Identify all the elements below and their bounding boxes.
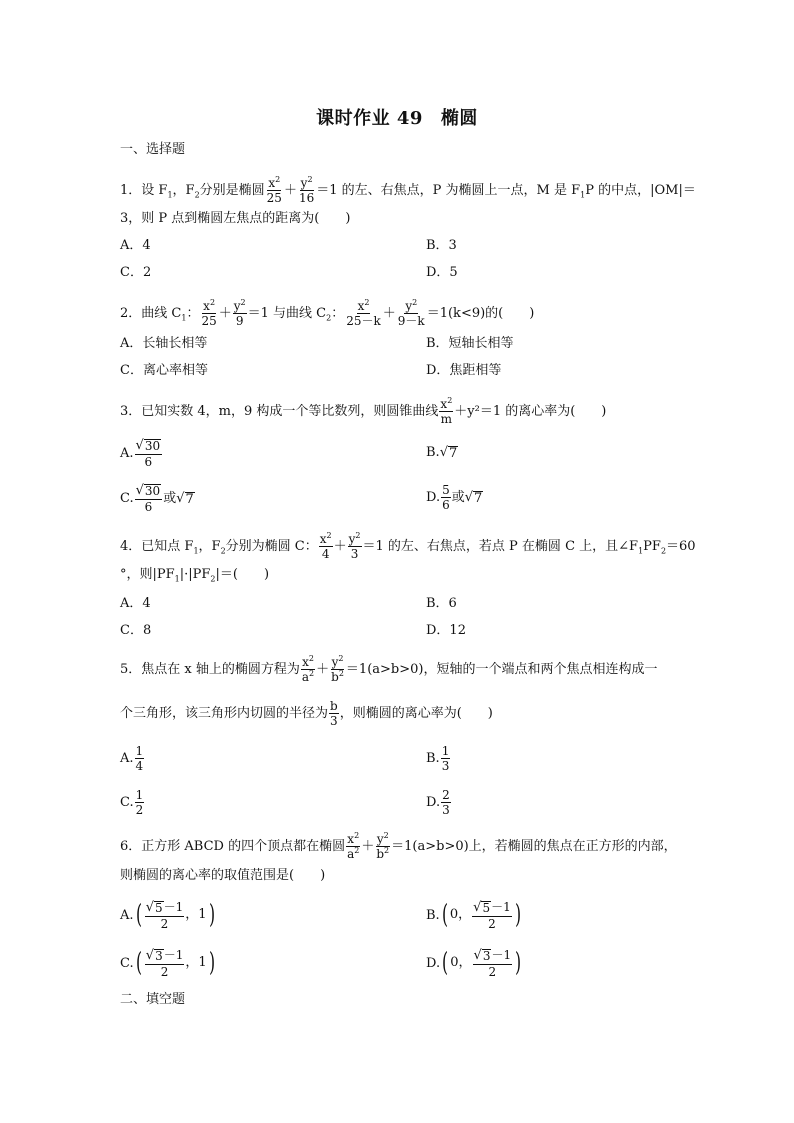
q6-option-c[interactable]: C. ( √ 3 －1 2 ， 1 ) xyxy=(120,948,215,979)
q1-option-d[interactable]: D．5 xyxy=(426,265,458,280)
q2-option-c[interactable]: C．离心率相等 xyxy=(120,363,208,378)
q5-option-c[interactable]: C. $\frac{1}{2}$ xyxy=(120,788,144,817)
fraction: $\frac{2}{3}$ xyxy=(442,788,450,817)
fraction: $\frac{x^2}{a^2}$ xyxy=(301,654,315,684)
q4-option-a[interactable]: A．4 xyxy=(120,596,151,611)
fraction: $\frac{y^2}{9}$ xyxy=(233,298,246,328)
q4-option-c[interactable]: C．8 xyxy=(120,623,152,638)
fraction: $\frac{1}{2}$ xyxy=(135,788,144,817)
q5-option-d[interactable]: D. $\frac{2}{3}$ xyxy=(426,788,450,817)
fraction: $\frac{x^2}{4}$ xyxy=(319,531,332,561)
fraction: $\frac{y^2}{9-k}$ xyxy=(397,298,425,328)
q2-option-a[interactable]: A．长轴长相等 xyxy=(120,336,208,351)
section-heading-fill: 二、填空题 xyxy=(120,992,186,1007)
q3-option-b[interactable]: B. √ 7 xyxy=(426,445,458,461)
fraction: $\frac{b}{3}$ xyxy=(330,699,338,728)
fraction: $\frac{1}{3}$ xyxy=(441,744,450,773)
q6-option-b[interactable]: B. ( 0 ， √ 5 －1 2 ) xyxy=(426,900,521,931)
fraction: $\frac{x^2}{m}$ xyxy=(440,396,453,426)
fraction: $\frac{y^2}{16}$ xyxy=(298,175,315,205)
question-6-line-2: 则椭圆的离心率的取值范围是( ) xyxy=(120,868,326,883)
q2-option-d[interactable]: D．焦距相等 xyxy=(426,363,502,378)
fraction: √ 5 －1 2 xyxy=(145,900,184,931)
question-3-line-1: 3．已知实数 4，m，9 构成一个等比数列，则圆锥曲线 $\frac{x^2}{m}$ ＋y²＝1 的离心率为( ) xyxy=(120,396,607,426)
fraction: $\frac{y^2}{3}$ xyxy=(348,531,361,561)
q1-option-c[interactable]: C．2 xyxy=(120,265,152,280)
q6-option-d[interactable]: D. ( 0 ， √ 3 －1 2 ) xyxy=(426,948,522,979)
fraction: √ 3 －1 2 xyxy=(473,948,512,979)
q6-option-a[interactable]: A. ( √ 5 －1 2 ， 1 ) xyxy=(120,900,215,931)
question-1-line-2: 3，则 P 点到椭圆左焦点的距离为( ) xyxy=(120,211,351,226)
question-6-line-1: 6．正方形 ABCD 的四个顶点都在椭圆 $\frac{x^2}{a^2}$ ＋ $\frac{y^2}{b^2}$ ＝1(a>b>0)上，若椭圆的焦点在正方形的内部， xyxy=(120,831,677,861)
q3-option-c[interactable]: C. √ 30 6 或 √ 7 xyxy=(120,483,194,514)
fraction: $\frac{x^2}{25}$ xyxy=(201,298,217,328)
question-1-line-1: 1．设 $F_1$，$F_2$分别是椭圆 $\frac{x^2}{25}$ ＋ $\frac{y^2}{16}$ ＝1 的左、右焦点，P 为椭圆上一点，M 是 $F_1P$ 的中点，|OM|＝ xyxy=(120,175,696,205)
question-5-line-1: 5．焦点在 x 轴上的椭圆方程为 $\frac{x^2}{a^2}$ ＋ $\frac{y^2}{b^2}$ ＝1(a>b>0)，短轴的一个端点和两个焦点相连构成一 xyxy=(120,654,658,684)
q4-option-d[interactable]: D．12 xyxy=(426,623,466,638)
fraction: √ 30 6 xyxy=(135,438,161,469)
fraction: $\frac{y^2}{b^2}$ xyxy=(331,654,344,684)
fraction: √ 5 －1 2 xyxy=(473,900,511,931)
section-heading-choice: 一、选择题 xyxy=(120,142,186,157)
q3-option-a[interactable]: A. √ 30 6 xyxy=(120,438,161,469)
q5-option-a[interactable]: A. $\frac{1}{4}$ xyxy=(120,744,144,773)
fraction: $\frac{y^2}{b^2}$ xyxy=(376,831,390,861)
q2-option-b[interactable]: B．短轴长相等 xyxy=(426,336,514,351)
question-5-line-2: 个三角形，该三角形内切圆的半径为 $\frac{b}{3}$ ，则椭圆的离心率为( ) xyxy=(120,699,493,728)
fraction: $\frac{1}{4}$ xyxy=(135,744,144,773)
question-4-line-2: °，则$|PF_1|\cdot|PF_2|=$( ) xyxy=(120,567,270,584)
fraction: √ 3 －1 2 xyxy=(145,948,184,979)
question-4-line-1: 4．已知点 $F_1$，$F_2$分别为椭圆 C： $\frac{x^2}{4}$ ＋ $\frac{y^2}{3}$ ＝1 的左、右焦点，若点 P 在椭圆 C 上，且$\angle F_1PF_2=60$ xyxy=(120,531,696,561)
page-title: 课时作业 49 椭圆 xyxy=(316,108,478,129)
fraction: $\frac{x^2}{25-k}$ xyxy=(346,298,381,328)
fraction: $\frac{x^2}{25}$ xyxy=(266,175,282,205)
q1-option-b[interactable]: B．3 xyxy=(426,238,457,253)
fraction: $\frac{x^2}{a^2}$ xyxy=(347,831,360,861)
q4-option-b[interactable]: B．6 xyxy=(426,596,457,611)
question-2-line-1: 2．曲线 $C_1$： $\frac{x^2}{25}$ ＋ $\frac{y^2}{9}$ ＝1 与曲线 $C_2$： $\frac{x^2}{25-k}$ ＋ $\frac{y^2}{9-k}$ ＝1(k<9)的( ) xyxy=(120,298,535,328)
q3-option-d[interactable]: D. $\frac{5}{6}$ 或 √ 7 xyxy=(426,483,483,512)
fraction: √ 30 6 xyxy=(135,483,161,514)
fraction: $\frac{5}{6}$ xyxy=(442,483,450,512)
q1-option-a[interactable]: A．4 xyxy=(120,238,151,253)
q5-option-b[interactable]: B. $\frac{1}{3}$ xyxy=(426,744,450,773)
